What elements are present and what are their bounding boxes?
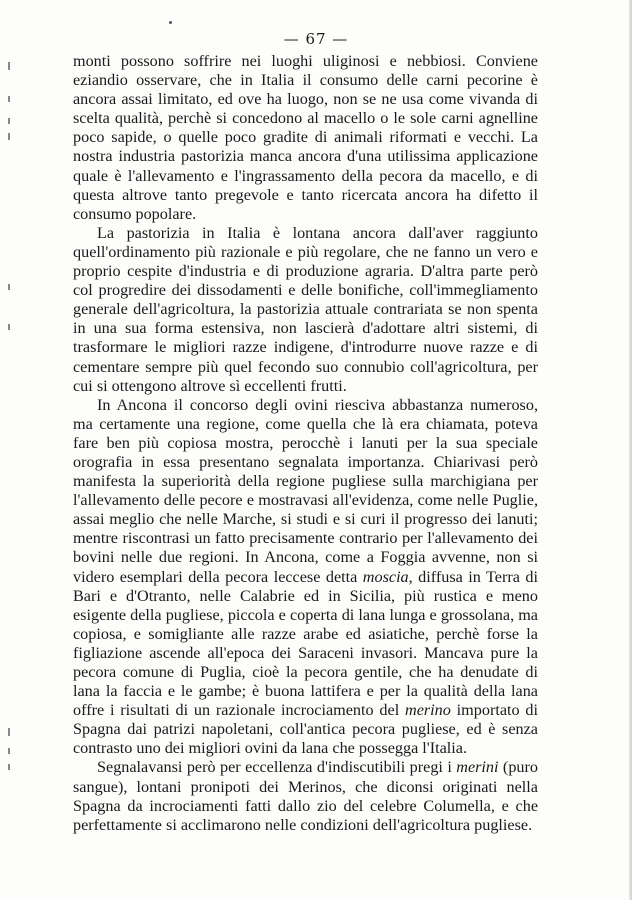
text-run: La pastorizia in Italia è lontana ancora dall'aver raggiunto quell'ordinamento più razionale e più regolare, che ne fanno un vero e proprio cespite d'industria e di produzione agraria. D'altra parte però col progredire dei dissodamenti e delle bonifiche, coll'immegliamento generale dell'agricoltura, la pastorizia attuale contrariata se non spenta in una sua forma estensiva, non lascierà d'adottare altri sistemi, di trasformare le migliori razze indigene, d'introdurre nuove razze e di cementare sempre più quel fecondo suo connubio coll'agricoltura, per cui si ottengono altrove sì eccellenti frutti. <box>73 223 538 395</box>
italic-term: moscia <box>362 567 409 586</box>
text-run: monti possono soffrire nei luoghi uliginosi e nebbiosi. Conviene eziandio osservare, che in Italia il consumo delle carni pecorine è ancora assai limitato, ed ove ha luogo, non se ne usa come vivanda di scelta qualità, perchè si concedono al macello o le sole carni agnelline poco sapide, o quelle poco gradite di animali riformati e vecchi. La nostra industria pastorizia manca ancora d'una utilissima applicazione quale è l'allevamento e l'ingrassamento della pecora da macello, e di questa altrove tanto pregevole e tanto ricercata ancora ha difetto il consumo popolare. <box>73 52 538 223</box>
text-run: Segnalavansi però per eccellenza d'indiscutibili pregi i <box>97 758 457 777</box>
text-run: importato di Spagna dai patrizi napoletani, coll'antica pecora pugliese, ed è senza contrasto uno dei migliori ovini da lana che possegga l'Italia. <box>73 701 538 758</box>
italic-term: merini <box>456 758 499 777</box>
ink-dot <box>169 21 172 24</box>
text-run: In Ancona il concorso degli ovini riesciva abbastanza numeroso, ma certamente una regione, come quella che là era chiamata, poteva fare ben più copiosa mostra, perocchè i lanuti per la sua speciale orografia in essa presentano segnalata importanza. Chiarivasi però manifesta la superiorità della regione pugliese sulla marchigiana per l'allevamento delle pecore e mostravasi all'evidenza, come nelle Puglie, assai meglio che nelle Marche, si studi e si curi il progresso dei lanuti; mentre riscontrasi un fatto precisamente contrario per l'allevamento dei bovini nelle due regioni. In Ancona, come a Foggia avvenne, non si videro esemplari della pecora leccese detta <box>73 395 538 586</box>
body-text <box>73 52 538 835</box>
text-run: , diffusa in Terra di Bari e d'Otranto, nelle Calabrie ed in Sicilia, più rustica e meno esigente della pugliese, piccola e coperta di lana lunga e grossolana, ma copiosa, e somigliante alle razze arabe ed asiatiche, perchè forse la figliazione ascende all'epoca dei Saraceni invasori. Mancava pure la pecora comune di Puglia, cioè la pecora gentile, che ha denudate di lana la faccia e le gambe; è buona lattifera e per la qualità della lana offre i risultati di un razionale incrociamento del <box>73 567 538 720</box>
paragraph <box>73 52 538 224</box>
paragraph <box>73 224 538 396</box>
italic-term: merino <box>405 701 451 720</box>
page-number: — 67 — <box>283 30 349 48</box>
paragraph <box>73 396 538 759</box>
margin-marks <box>0 0 20 900</box>
paragraph <box>73 758 538 834</box>
text-run: (puro sangue), lontani pronipoti dei Merinos, che diconsi originati nella Spagna da incrociamenti fatti dallo zio del celebre Columella, e che perfettamente si acclimarono nelle condizioni dell'agricoltura pugliese. <box>73 758 538 834</box>
